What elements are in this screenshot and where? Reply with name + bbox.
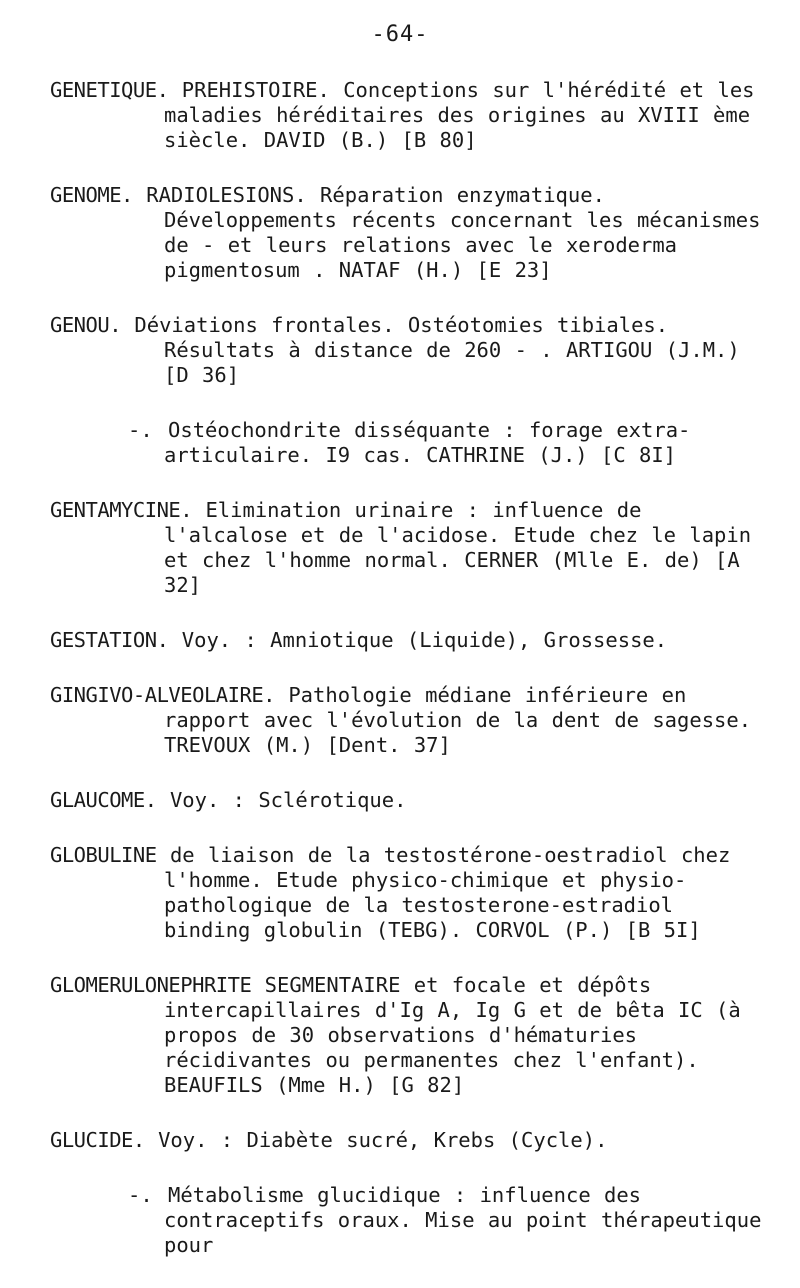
entry-text: Voy. : Diabète sucré, Krebs (Cycle). [158, 1128, 608, 1152]
entry-headword: GESTATION. [50, 628, 169, 652]
index-entry-glomerulonephrite [50, 973, 770, 1098]
index-subentry-genou [50, 418, 770, 468]
entry-text: Pathologie médiane inférieure en rapport avec l'évolution de la dent de sagesse. TREVOUX (M.) [Dent. 37] [164, 683, 752, 757]
entry-text: Voy. : Sclérotique. [169, 788, 407, 812]
entry-headword: GLOBULINE [50, 843, 157, 867]
index-entry-globuline [50, 843, 770, 943]
entry-headword: GENTAMYCINE. [50, 498, 193, 522]
entry-headword: GINGIVO-ALVEOLAIRE. [50, 683, 275, 707]
entry-text: RADIOLESIONS. Réparation enzymatique. Développements récents concernant les mécanismes de - et leurs relations avec le xeroderma pigmentosum . NATAF (H.) [E 23] [146, 183, 761, 282]
entry-text: de liaison de la testostérone-oestradiol chez l'homme. Etude physico-chimique et physio-pathologique de la testosterone-estradiol binding globulin (TEBG). CORVOL (P.) [B 5I] [164, 843, 731, 942]
index-entry-gingivo-alveolaire [50, 683, 770, 758]
entry-text: SEGMENTAIRE et focale et dépôts intercapillaires d'Ig A, Ig G et de bêta IC (à propos de 30 observations d'hématuries récidivantes ou permanentes chez l'enfant). BEAUFILS (Mme H.) [G 82] [164, 973, 741, 1097]
entry-text: Métabolisme glucidique : influence des contraceptifs oraux. Mise au point thérapeutique pour [164, 1183, 762, 1257]
entry-text: Déviations frontales. Ostéotomies tibiales. Résultats à distance de 260 - . ARTIGOU (J.M.) [D 36] [134, 313, 740, 387]
index-entry-gestation [50, 628, 770, 653]
entry-dash: -. [128, 418, 153, 442]
index-entry-gentamycine [50, 498, 770, 598]
index-entry-glaucome [50, 788, 770, 813]
index-entry-glucide [50, 1128, 770, 1153]
entry-headword: GENETIQUE. [50, 78, 169, 102]
entry-headword: GLOMERULONEPHRITE [50, 973, 252, 997]
index-subentry-glucide [50, 1183, 770, 1258]
entry-text: PREHISTOIRE. Conceptions sur l'hérédité et les maladies héréditaires des origines au XVIII ème siècle. DAVID (B.) [B 80] [164, 78, 755, 152]
index-entries [50, 78, 770, 1288]
entry-text: Elimination urinaire : influence de l'alcalose et de l'acidose. Etude chez le lapin et chez l'homme normal. CERNER (Mlle E. de) [A 32] [164, 498, 752, 597]
index-entry-genetique [50, 78, 770, 153]
entry-headword: GENOU. [50, 313, 122, 337]
entry-text: Voy. : Amniotique (Liquide), Grossesse. [181, 628, 668, 652]
index-entry-genome [50, 183, 770, 283]
entry-headword: GLAUCOME. [50, 788, 157, 812]
entry-headword: GENOME. [50, 183, 133, 207]
entry-headword: GLUCIDE. [50, 1128, 145, 1152]
index-entry-genou [50, 313, 770, 388]
entry-dash: -. [128, 1183, 153, 1207]
entry-text: Ostéochondrite disséquante : forage extra-articulaire. I9 cas. CATHRINE (J.) [C 8I] [164, 418, 691, 467]
page-number: -64- [371, 22, 429, 47]
